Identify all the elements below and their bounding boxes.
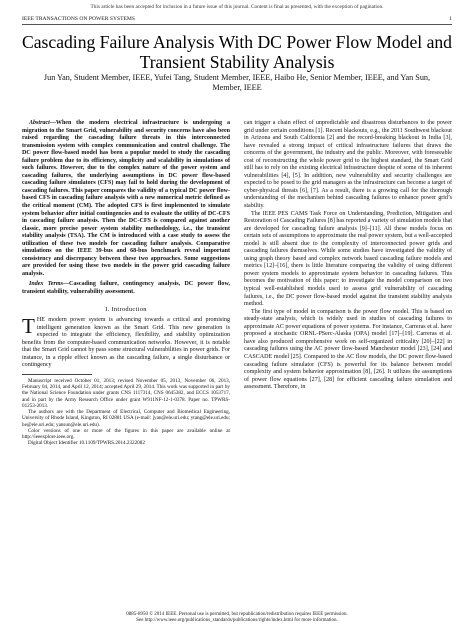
footnote-doi: Digital Object Identifier 10.1109/TPWRS.2014.2322082 bbox=[28, 440, 145, 447]
paper-title: Cascading Failure Analysis With DC Power Flow Model and Transient Stability Analysis bbox=[22, 32, 452, 72]
footnote-divider bbox=[22, 374, 92, 375]
running-head bbox=[22, 16, 452, 25]
page-number: 1 bbox=[449, 16, 452, 22]
footnote-authors: The authors are with the Department of Electrical, Computer and Biomedical Engineering, University of Rhode Island, Kingston, RI 02881 USA (e-mail: jyan@ele.uri.edu; ytang@ele.uri.edu; he@ele.uri.edu; yansun@ele.uri.edu). bbox=[22, 409, 230, 428]
drop-cap: T bbox=[22, 314, 35, 339]
right-column bbox=[244, 120, 452, 392]
body-paragraph: can trigger a chain effect of unpredictable and disastrous disturbances to the power grid under certain conditions [1]. Recent blackouts, e.g., the 2011 Southwest blackout in Arizona and South California [2] and the record-breaking blackout in India [3], have revealed a strong impact of critical infrastructure failures that draws the concerns of the government, the industry and the public. Moreover, with foreseeable cost of reconstructing the whole power grid to the highest standard, the Smart Grid still has to rely on the existing electrical infrastructure despite of some of its inherent vulnerabilities [4], [5]. In addition, new vulnerability and security challenges are expected to be posed to the grid managers as the infrastructure can become a target of cyber-physical threats [6], [7]. As a result, there is a growing call for the thorough understanding of the mechanism behind cascading failures to enhance power grid’s stability. bbox=[244, 120, 452, 210]
left-column bbox=[22, 120, 230, 447]
acceptance-notice: This article has been accepted for inclusion in a future issue of this journal. Content is final as presented, with the exception of pagination. bbox=[90, 4, 384, 10]
section-heading: I. Introduction bbox=[105, 305, 147, 313]
abstract-label: Abstract bbox=[29, 120, 50, 126]
body-paragraph: The first type of model in comparison is the power flow model. This is based on steady-state analysis, which is widely used in studies of cascading failures to approximate AC power equations of power systems. For instance, Carreras et al. have proposed a stochastic ORNL-PSerc-Alaska (OPA) model [17]–[19]. Carreras et al. have also produced comprehensive work on self-organized criticality [20]–[22] in cascading failures using the AC power flow-based Manchester model [23], [24] and CASCADE model [25]. Compared to the AC flow models, the DC power flow-based cascading failure simulator (CFS) is powerful for its balance between model complexity and system behavior approximation [8], [26]. It utilizes the assumptions of power flow equations [27], [28] for efficient cascading failure simulation and assessment. Therefore, in bbox=[244, 308, 452, 391]
copyright-line: 0885-8950 © 2014 IEEE. Personal use is permitted, but republication/redistribution requires IEEE permission. bbox=[126, 612, 348, 617]
intro-text: HE modern power system is advancing towards a critical and promising intelligent generation known as the Smart Grid. This new generation is expected to integrate the efficiency, flexibility, and stability optimization benefits from the computer-based communication networks. However, it is notable that the Smart Grid cannot by pass some structural vulnerabilities in power grids. For instance, in a ripple effect known as the cascading failure, a single disturbance or contingency bbox=[22, 317, 230, 369]
index-terms-text: —Cascading failure, contingency analysis, DC power flow, transient stability, vulnerability assessment. bbox=[22, 281, 231, 296]
abstract bbox=[22, 120, 230, 278]
index-terms-label: Index Terms bbox=[29, 281, 63, 288]
rights-line: See http://www.ieee.org/publications_standards/publications/rights/index.html for more information. bbox=[136, 618, 338, 623]
journal-name: IEEE TRANSACTIONS ON POWER SYSTEMS bbox=[22, 16, 136, 22]
abstract-text: —When the modern electrical infrastructure is undergoing a migration to the Smart Grid, vulnerability and security concerns have also been raised regarding the cascading failure threats in this interconnected transmission system with complex communication and control challenge. The DC power flow-based model has been a popular model to study the cascading failure problem due to its efficiency, simplicity and scalability in simulations of such failures. However, due to the complex nature of the power system and cascading failures, the underlying assumptions in DC power flow-based cascading failure simulators (CFS) may fail to hold during the development of cascading failures. This paper compares the validity of a typical DC power flow-based CFS in cascading failure analysis with a new numerical metric defined as the critical moment (CM). The adopted CFS is first implemented to simulate system behavior after initial contingencies and to evaluate the utility of DC-CFS in cascading failure analysis. Then the DC-CFS is compared against another classic, more precise power system stability methodology, i.e., the transient stability analysis (TSA). The CM is introduced with a case study to assess the utilization of these two models for cascading failure analysis. Comparative simulations on the IEEE 39-bus and 68-bus benchmark reveal important consistency and discrepancy between these two approaches. Some suggestions are provided for using these two models in the power grid cascading failure analysis. bbox=[22, 120, 230, 277]
intro-paragraph bbox=[22, 314, 230, 370]
index-terms bbox=[22, 281, 230, 296]
footnote-color: Color versions of one or more of the figures in this paper are available online at http://ieeexplore.ieee.org. bbox=[22, 427, 230, 441]
author-list: Jun Yan, Student Member, IEEE, Yufei Tang, Student Member, IEEE, Haibo He, Senior Member, IEEE, and Yan Sun, Member, IEEE bbox=[43, 73, 431, 92]
copyright-notice bbox=[0, 612, 474, 624]
body-paragraph: The IEEE PES CAMS Task Force on Understanding, Prediction, Mitigation and Restoration of Cascading Failures [8] has reported a variety of simulation models that are developed for cascading failure analysis [9]–[11]. All these models focus on certain sets of assumptions to approximate the real power system, but a well-accepted model is still absent due to the complexity of interconnected power grids and cascading failures themselves. While some studies have investigated the validity of using graph theory based and complex network based cascading failure models and metrics [12]–[16], there is little literature comparing the validity of using different power system models to approximate system behavior in cascading failures. This becomes the motivation of this paper: to investigate the model comparison on two typical well-established models used to assess grid vulnerability of cascading failures, i.e., the DC power flow-based model against the transient stability analysis method. bbox=[244, 210, 452, 308]
footnote-manuscript: Manuscript received October 01, 2013; revised November 05, 2013, November 06, 2013, February 04, 2014, and April 12, 2014; accepted April 29, 2014. This work was supported in part by the National Science Foundation under grants CNS 1117314, CNS 0645382, and ECCS 1053717, and in part by the Army Research Office under grant W911NF-12-1-0378. Paper no. TPWRS-01253-2013. bbox=[22, 377, 230, 409]
